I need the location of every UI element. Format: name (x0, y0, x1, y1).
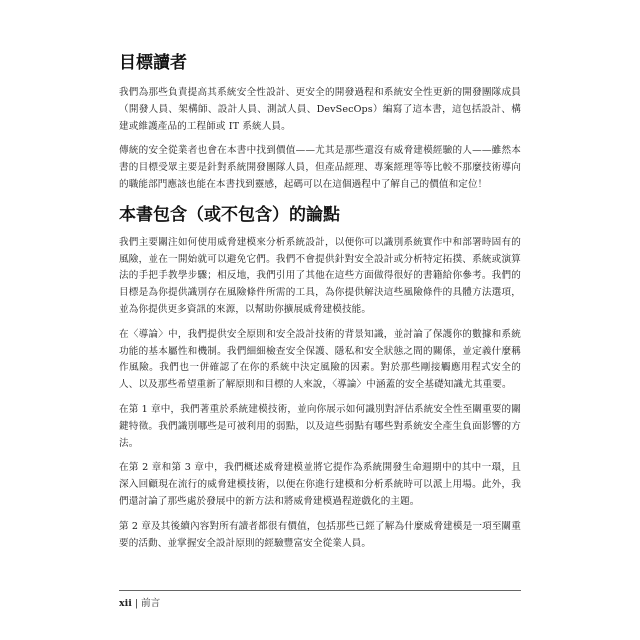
paragraph: 在第 1 章中，我們著重於系統建模技術，並向你展示如何識別對評估系統安全性至關重要的關鍵特徵。我們識別哪些是可被利用的弱點，以及這些弱點有哪些對系統安全產生負面影響的方法。 (119, 403, 521, 449)
paragraph: 我們為那些負責提高其系統安全性設計、更安全的開發過程和系統安全性更新的開發團隊成員（開發人員、架構師、設計人員、測試人員、DevSecOps）編寫了這本書，這包括設計、構建或維護產品的工程師或 IT 系統人員。 (119, 87, 521, 132)
footer-divider (119, 590, 521, 591)
footer-section-name: 前言 (141, 598, 161, 609)
page-content (119, 48, 521, 560)
paragraph: 在〈導論〉中，我們提供安全原則和安全設計技術的背景知識，並討論了保護你的數據和系統功能的基本屬性和機制。我們細細檢查安全保護、隱私和安全狀態之間的關係，並定義什麼稱作風險。我們也一併確認了在你的系統中決定風險的因素。對於那些剛接觸應用程式安全的人、以及那些希望重新了解原則和目標的人來說，〈導論〉中涵蓋的安全基礎知識尤其重要。 (119, 328, 521, 391)
paragraph: 第 2 章及其後續內容對所有讀者都很有價值，包括那些已經了解為什麼威脅建模是一項至關重要的活動、並掌握安全設計原則的經驗豐富安全從業人員。 (119, 520, 521, 549)
section-heading-book-scope: 本書包含（或不包含）的論點 (119, 204, 340, 225)
footer-separator: | (134, 598, 139, 609)
section-heading-target-readers: 目標讀者 (119, 53, 187, 73)
page-number: xii (119, 598, 132, 609)
page-footer (119, 598, 160, 610)
paragraph: 在第 2 章和第 3 章中，我們概述威脅建模並將它提作為系統開發生命週期中的其中一環，且深入回顧現在流行的威脅建模技術，以便在你進行建模和分析系統時可以派上用場。此外，我們還討論了那些處於發展中的新方法和將威脅建模過程遊戲化的主題。 (119, 462, 521, 507)
paragraph: 我們主要關注如何使用威脅建模來分析系統設計，以便你可以識別系統實作中和部署時固有的風險，並在一開始就可以避免它們。我們不會提供針對安全設計或分析特定拓撲、系統或演算法的手把手教學步驟；相反地，我們引用了其他在這些方面做得很好的書籍給你參考。我們的目標是為你提供識別存在風險條件所需的工具，為你提供解決這些風險條件的具體方法選項，並為你提供更多資訊的來源，以幫助你擴展威脅建模技能。 (119, 236, 521, 315)
paragraph: 傳統的安全從業者也會在本書中找到價值——尤其是那些還沒有威脅建模經驗的人——雖然本書的目標受眾主要是針對系統開發團隊人員，但產品經理、專案經理等等比較不那麼技術導向的職能部門應該也能在本書找到靈感，起碼可以在這個過程中了解自己的價值和定位！ (119, 145, 521, 190)
